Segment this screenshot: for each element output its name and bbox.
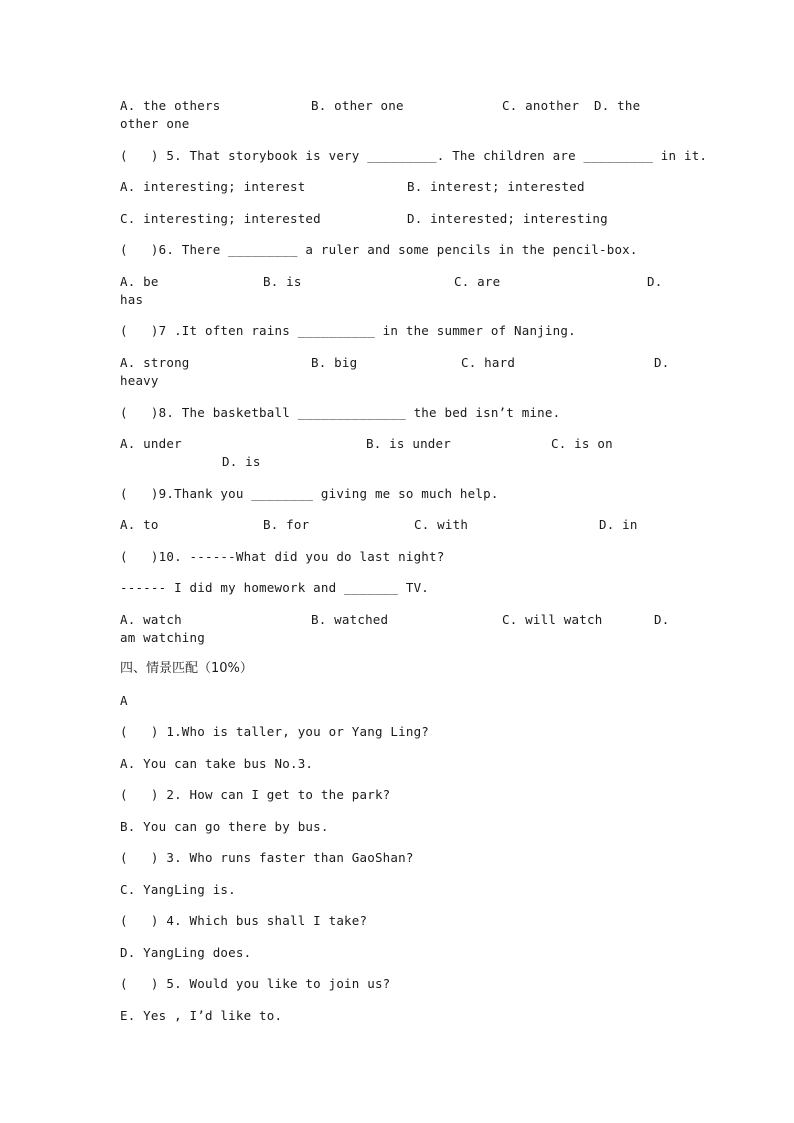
match-question-3: ( ) 3. Who runs faster than GaoShan? [120,850,414,865]
q9-option-a: A. to [120,517,159,532]
q5-stem: ( ) 5. That storybook is very _________. The children are _________ in it. [120,148,708,163]
q10-option-d: D. [654,612,670,627]
q9-option-c: C. with [414,517,469,532]
q7-option-d: D. [654,355,670,370]
q5-option-b: B. interest; interested [407,179,585,194]
q9-stem: ( )9.Thank you ________ giving me so much help. [120,486,499,501]
q7-option-c: C. hard [461,355,516,370]
match-question-1: ( ) 1.Who is taller, you or Yang Ling? [120,724,430,739]
match-question-5: ( ) 5. Would you like to join us? [120,976,391,991]
section-4-title: 四、情景匹配（10%） [120,661,253,676]
q7-option-a: A. strong [120,355,190,370]
q8-option-c: C. is on [551,436,613,451]
q9-option-b: B. for [263,517,310,532]
q10-stem: ( )10. ------What did you do last night? [120,549,445,564]
q8-option-d: D. is [222,454,261,469]
q6-option-d: D. [647,274,663,289]
q10-reply: ------ I did my homework and _______ TV. [120,580,430,595]
q5-option-a: A. interesting; interest [120,179,306,194]
q7-stem: ( )7 .It often rains __________ in the summer of Nanjing. [120,323,576,338]
q4-option-d-continued: other one [120,116,190,131]
match-question-4: ( ) 4. Which bus shall I take? [120,913,368,928]
q5-option-c: C. interesting; interested [120,211,321,226]
match-question-2: ( ) 2. How can I get to the park? [120,787,391,802]
q6-option-a: A. be [120,274,159,289]
q10-option-a: A. watch [120,612,182,627]
section-4-part-label: A [120,693,128,708]
q6-option-c: C. are [454,274,501,289]
match-answer-c: C. YangLing is. [120,882,236,897]
q10-option-c: C. will watch [502,612,603,627]
match-answer-a: A. You can take bus No.3. [120,756,314,771]
q10-option-b: B. watched [311,612,389,627]
q4-option-d: D. the [594,98,641,113]
q4-option-a: A. the others [120,98,221,113]
q7-option-d-continued: heavy [120,373,159,388]
q5-option-d: D. interested; interesting [407,211,608,226]
match-answer-d: D. YangLing does. [120,945,252,960]
match-answer-b: B. You can go there by bus. [120,819,329,834]
q8-option-b: B. is under [366,436,451,451]
match-answer-e: E. Yes , I’d like to. [120,1008,283,1023]
q6-stem: ( )6. There _________ a ruler and some pencils in the pencil-box. [120,242,638,257]
q6-option-b: B. is [263,274,302,289]
q10-option-d-continued: am watching [120,630,205,645]
q8-option-a: A. under [120,436,182,451]
q6-option-d-continued: has [120,292,144,307]
q9-option-d: D. in [599,517,638,532]
q8-stem: ( )8. The basketball ______________ the bed isn’t mine. [120,405,561,420]
q7-option-b: B. big [311,355,358,370]
q4-option-b: B. other one [311,98,404,113]
q4-option-c: C. another [502,98,580,113]
